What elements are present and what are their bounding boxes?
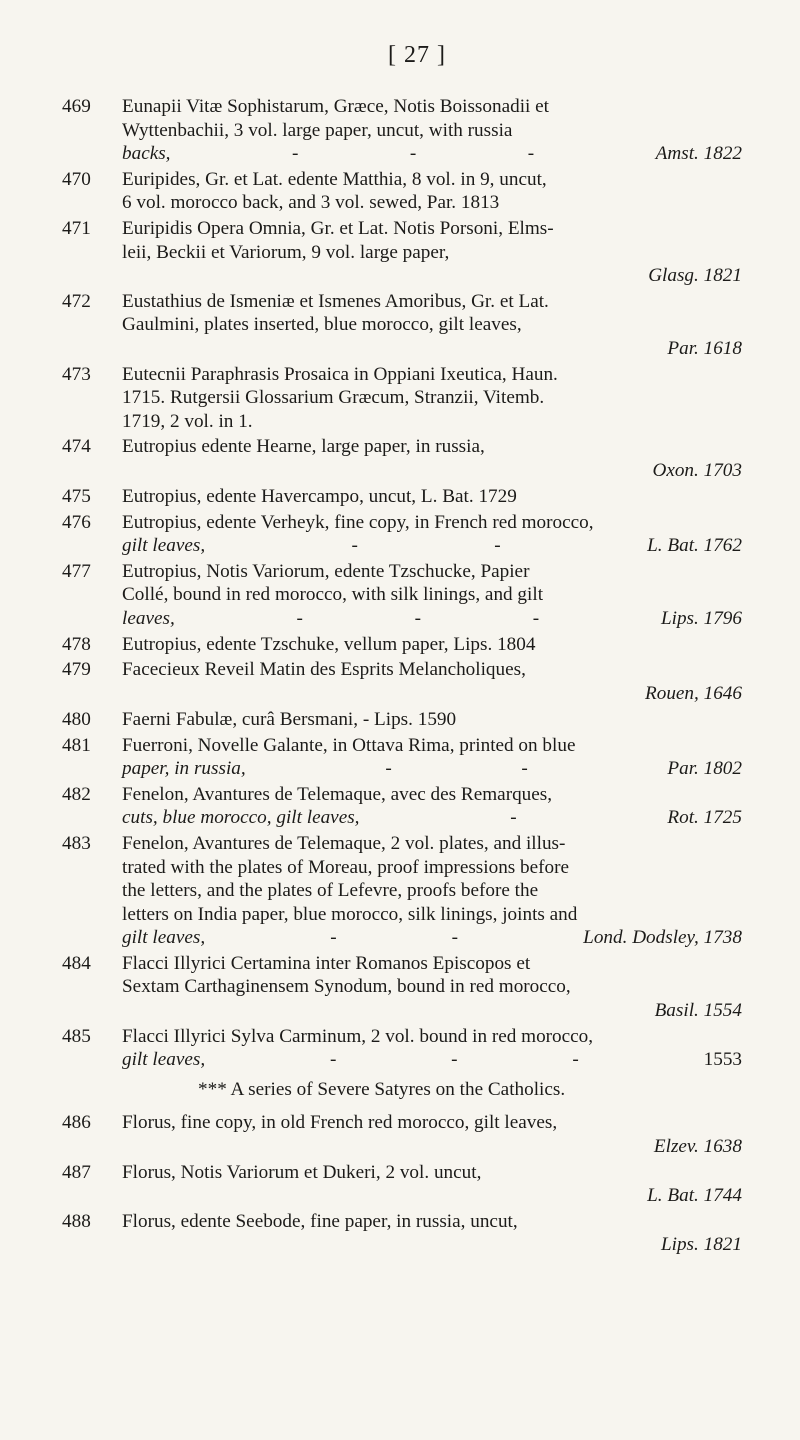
entry-line: Florus, Notis Variorum et Dukeri, 2 vol. uncut, <box>122 1161 482 1183</box>
entry-line: Eustathius de Ismeniæ et Ismenes Amoribus, Gr. et Lat. <box>122 290 549 312</box>
catalogue-entry <box>62 1111 742 1158</box>
entry-number: 484 <box>62 952 91 974</box>
entry-description <box>122 363 742 434</box>
entry-number: 480 <box>62 708 91 730</box>
entry-description <box>122 290 742 361</box>
entry-line: Florus, fine copy, in old French red morocco, gilt leaves, <box>122 1112 558 1134</box>
entry-description <box>122 1111 742 1158</box>
entry-number: 481 <box>62 734 91 756</box>
dash-leader: - - - <box>296 607 540 629</box>
entry-description <box>122 435 742 482</box>
entry-description <box>122 832 742 950</box>
entry-description <box>122 511 742 558</box>
entry-number: 470 <box>62 168 91 190</box>
entry-line: leii, Beckii et Variorum, 9 vol. large paper, <box>122 241 450 263</box>
entry-line: 1719, 2 vol. in 1. <box>122 410 253 432</box>
entry-line: Faerni Fabulæ, curâ Bersmani, - Lips. 1590 <box>122 708 457 730</box>
entry-imprint: Glasg. 1821 <box>648 265 742 287</box>
entry-tail <box>122 534 742 558</box>
dash-leader: - - <box>330 927 459 949</box>
entry-imprint: Lips. 1796 <box>660 607 742 629</box>
entry-imprint: 1553 <box>703 1049 742 1071</box>
catalogue-entry <box>62 1025 742 1072</box>
entry-description <box>122 560 742 631</box>
catalogue-entry <box>62 1161 742 1208</box>
entry-imprint: Amst. 1822 <box>655 143 742 164</box>
entry-tail-text: cuts, blue morocco, gilt leaves, <box>122 807 360 829</box>
dash-leader: - - <box>385 758 528 780</box>
page-number: [ 27 ] <box>388 42 446 68</box>
entry-line: Gaulmini, plates inserted, blue morocco, gilt leaves, <box>122 314 522 336</box>
catalogue-entry <box>62 633 742 657</box>
entry-number: 472 <box>62 290 91 312</box>
entry-description <box>122 658 742 705</box>
entry-line: 6 vol. morocco back, and 3 vol. sewed, Par. 1813 <box>122 192 500 214</box>
catalogue-entry <box>62 290 742 361</box>
entry-line: letters on India paper, blue morocco, silk linings, joints and <box>122 903 578 925</box>
entry-imprint: Oxon. 1703 <box>652 459 742 481</box>
entry-number: 486 <box>62 1112 91 1134</box>
entry-line: trated with the plates of Moreau, proof impressions before <box>122 856 570 878</box>
entry-tail-text: leaves, <box>122 607 175 629</box>
entry-description <box>122 1210 742 1257</box>
catalogue-entry <box>62 485 742 509</box>
entry-imprint: L. Bat. 1744 <box>647 1185 742 1207</box>
catalogue-entry <box>62 95 742 166</box>
entry-description <box>122 168 742 215</box>
entry-tail <box>122 607 742 631</box>
entry-line: Florus, edente Seebode, fine paper, in russia, uncut, <box>122 1210 518 1232</box>
entry-tail-text: gilt leaves, <box>122 1049 206 1071</box>
entry-number: 473 <box>62 363 91 385</box>
entry-tail <box>122 806 742 830</box>
entry-line: Flacci Illyrici Sylva Carminum, 2 vol. bound in red morocco, <box>122 1025 594 1047</box>
entry-description <box>122 1161 742 1208</box>
entry-line: Eunapii Vitæ Sophistarum, Græce, Notis Boissonadii et <box>122 96 549 117</box>
entry-number: 479 <box>62 659 91 681</box>
entry-line: Eutropius, edente Tzschuke, vellum paper, Lips. 1804 <box>122 633 536 655</box>
series-note: *** A series of Severe Satyres on the Catholics. <box>198 1078 566 1100</box>
dash-leader: - - - <box>329 1049 579 1071</box>
dash-leader: - - <box>351 535 501 557</box>
entry-number: 477 <box>62 560 91 582</box>
catalogue-entry <box>62 708 742 732</box>
entry-line: Sextam Carthaginensem Synodum, bound in red morocco, <box>122 976 571 998</box>
entry-number: 487 <box>62 1161 91 1183</box>
entry-number: 474 <box>62 436 91 458</box>
entry-description <box>122 734 742 781</box>
entry-line: Euripides, Gr. et Lat. edente Matthia, 8 vol. in 9, uncut, <box>122 168 547 190</box>
entry-imprint: Rot. 1725 <box>667 807 742 829</box>
catalogue-page <box>62 42 742 1259</box>
catalogue-entry <box>62 658 742 705</box>
entry-line: Flacci Illyrici Certamina inter Romanos Episcopos et <box>122 952 531 974</box>
catalogue-entry <box>62 952 742 1023</box>
catalogue-entry <box>62 217 742 288</box>
entry-number: 471 <box>62 218 91 240</box>
entry-description <box>122 485 742 509</box>
entry-line: Facecieux Reveil Matin des Esprits Melancholiques, <box>122 659 526 681</box>
entry-imprint: Lips. 1821 <box>660 1234 742 1256</box>
catalogue-entry <box>62 734 742 781</box>
entry-imprint: Basil. 1554 <box>654 999 742 1021</box>
entry-tail-text: paper, in russia, <box>122 758 246 780</box>
entry-line: Eutropius, Notis Variorum, edente Tzschucke, Papier <box>122 560 530 582</box>
catalogue-entries-continued <box>62 1111 742 1257</box>
entry-line: Eutecnii Paraphrasis Prosaica in Oppiani Ixeutica, Haun. <box>122 363 558 385</box>
catalogue-entry <box>62 832 742 950</box>
entry-tail <box>122 757 742 781</box>
entry-line: Fuerroni, Novelle Galante, in Ottava Rima, printed on blue <box>122 734 576 756</box>
entry-number: 476 <box>62 511 91 533</box>
entry-description <box>122 633 742 657</box>
entry-imprint: Elzev. 1638 <box>653 1135 742 1157</box>
entry-description <box>122 95 742 166</box>
entry-line: Euripidis Opera Omnia, Gr. et Lat. Notis Porsoni, Elms- <box>122 218 554 240</box>
entry-number: 485 <box>62 1025 91 1047</box>
entry-tail-text: backs, <box>122 143 171 164</box>
entry-description <box>122 217 742 288</box>
entry-line: Eutropius, edente Verheyk, fine copy, in French red morocco, <box>122 511 594 533</box>
catalogue-entries <box>62 95 742 1072</box>
entry-line: Eutropius edente Hearne, large paper, in russia, <box>122 436 485 458</box>
catalogue-entry <box>62 1210 742 1257</box>
dash-leader: - <box>510 807 517 829</box>
dash-leader: - - - <box>291 143 535 164</box>
entry-line: Wyttenbachii, 3 vol. large paper, uncut, with russia <box>122 119 513 141</box>
entry-line: Fenelon, Avantures de Telemaque, 2 vol. plates, and illus- <box>122 833 566 855</box>
entry-line: 1715. Rutgersii Glossarium Græcum, Stranzii, Vitemb. <box>122 387 545 409</box>
entry-tail <box>122 926 742 950</box>
catalogue-entry <box>62 560 742 631</box>
entry-line: Collé, bound in red morocco, with silk linings, and gilt <box>122 584 544 606</box>
entry-tail-text: gilt leaves, <box>122 927 206 949</box>
entry-number: 488 <box>62 1210 91 1232</box>
entry-line: the letters, and the plates of Lefevre, proofs before the <box>122 880 539 902</box>
entry-imprint: Rouen, 1646 <box>645 682 742 704</box>
entry-description <box>122 1025 742 1072</box>
catalogue-entry <box>62 168 742 215</box>
catalogue-entry <box>62 783 742 830</box>
entry-imprint: Par. 1802 <box>667 758 742 780</box>
entry-number: 478 <box>62 633 91 655</box>
entry-number: 469 <box>62 96 91 117</box>
entry-line: Fenelon, Avantures de Telemaque, avec des Remarques, <box>122 783 553 805</box>
entry-number: 475 <box>62 485 91 507</box>
catalogue-entry <box>62 511 742 558</box>
entry-description <box>122 783 742 830</box>
entry-number: 482 <box>62 783 91 805</box>
entry-number: 483 <box>62 833 91 855</box>
catalogue-entry <box>62 435 742 482</box>
entry-imprint: L. Bat. 1762 <box>647 535 742 557</box>
catalogue-entry <box>62 363 742 434</box>
entry-imprint: Par. 1618 <box>667 337 742 359</box>
entry-tail <box>122 1048 742 1072</box>
entry-description <box>122 708 742 732</box>
entry-imprint: Lond. Dodsley, 1738 <box>583 927 742 949</box>
entry-tail-text: gilt leaves, <box>122 535 206 557</box>
entry-tail <box>122 142 742 166</box>
entry-description <box>122 952 742 1023</box>
entry-line: Eutropius, edente Havercampo, uncut, L. Bat. 1729 <box>122 485 517 507</box>
